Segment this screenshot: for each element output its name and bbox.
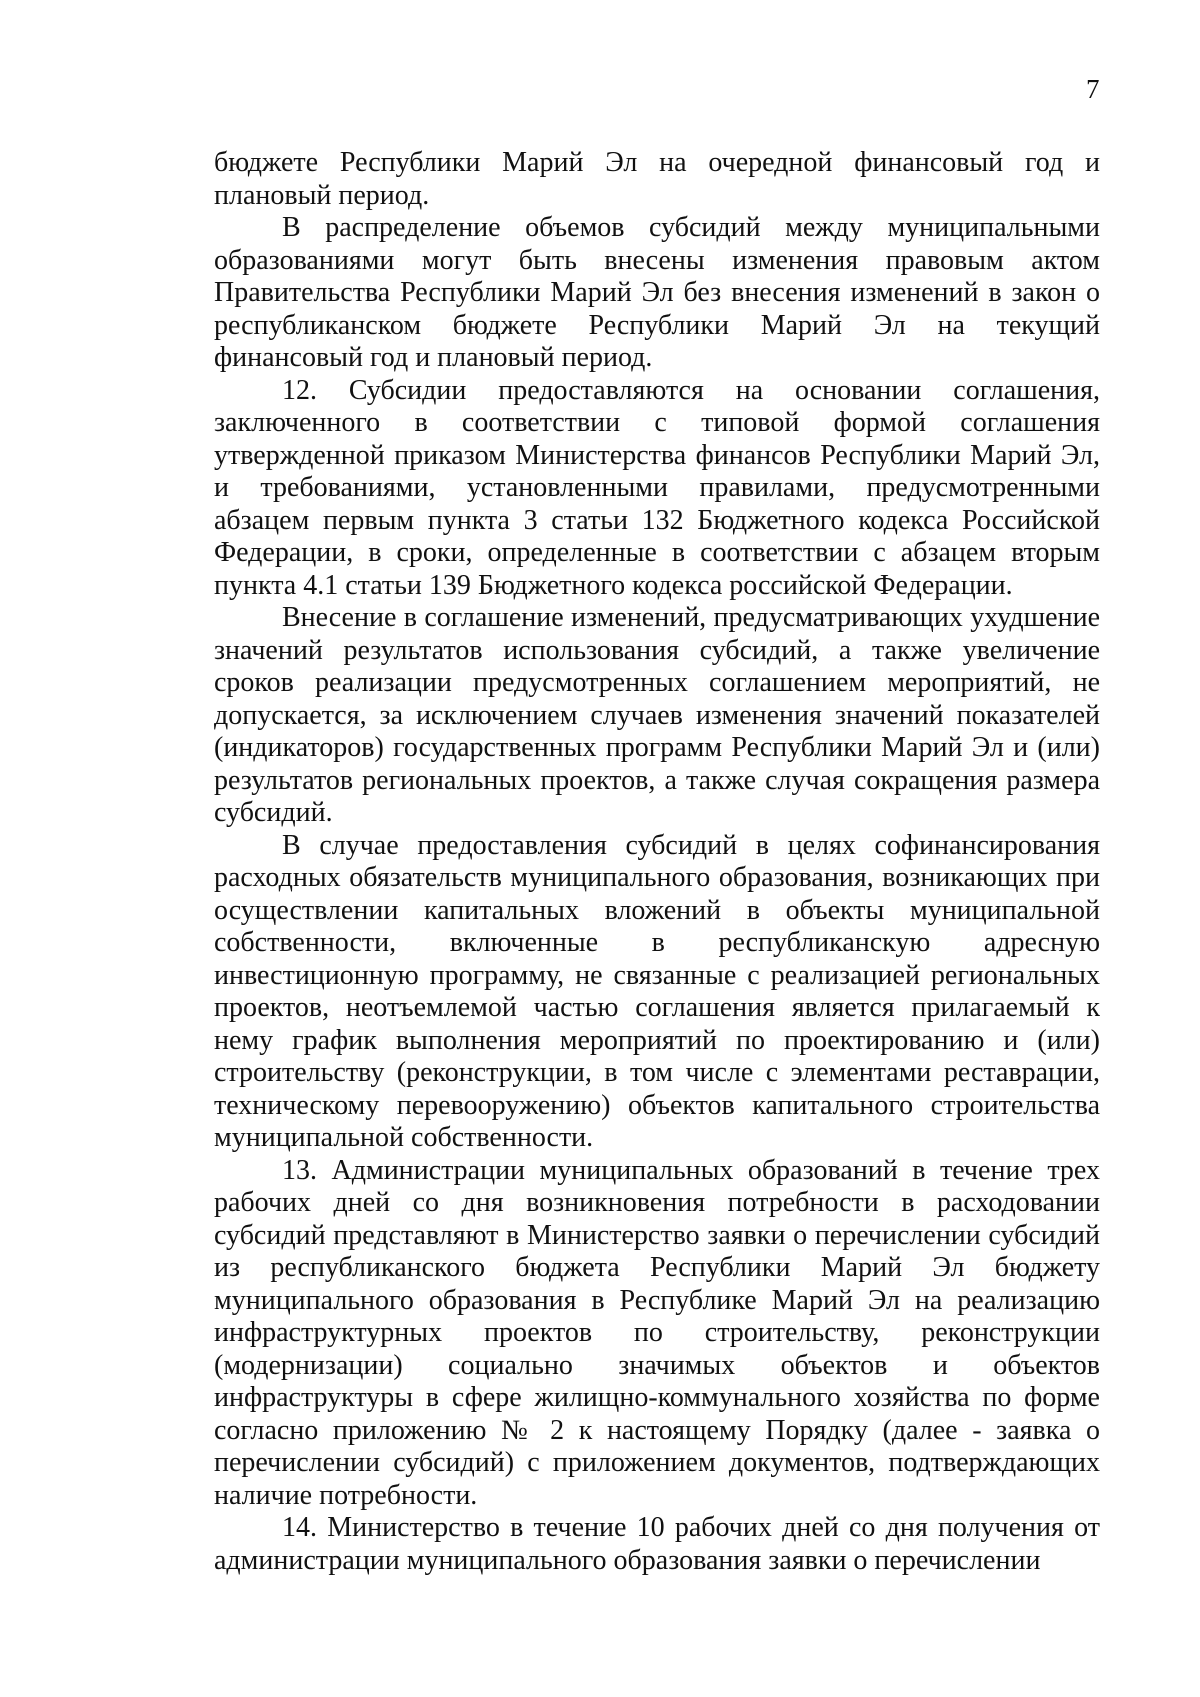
paragraph-co-financing: В случае предоставления субсидий в целях софинансирования расходных обязательств муниципального образования, возникающих при осуществлении капитальных вложений в объекты муниципальной собственности, включенные в республиканскую адресную инвестиционную программу, не связанные с реализацией региональных проектов, неотъемлемой частью соглашения является прилагаемый к нему график выполнения мероприятий по проектированию и (или) строительству (реконструкции, в том числе с элементами реставрации, техническому перевооружению) объектов капитального строительства муниципальной собственности.	[214, 829, 1100, 1153]
paragraph-item-12: 12. Субсидии предоставляются на основании соглашения, заключенного в соответствии с типовой формой соглашения утвержденной приказом Министерства финансов Республики Марий Эл, и требованиями, установленными правилами, предусмотренными абзацем первым пункта 3 статьи 132 Бюджетного кодекса Российской Федерации, в сроки, определенные в соответствии с абзацем вторым пункта 4.1 статьи 139 Бюджетного кодекса российской Федерации.	[214, 374, 1100, 601]
paragraph-continuation: бюджете Республики Марий Эл на очередной финансовый год и плановый период.	[214, 147, 1100, 211]
paragraph-item-13: 13. Администрации муниципальных образований в течение трех рабочих дней со дня возникновения потребности в расходовании субсидий представляют в Министерство заявки о перечислении субсидий из республиканского бюджета Республики Марий Эл бюджету муниципального образования в Республике Марий Эл на реализацию инфраструктурных проектов по строительству, реконструкции (модернизации) социально значимых объектов и объектов инфраструктуры в сфере жилищно-коммунального хозяйства по форме согласно приложению № 2 к настоящему Порядку (далее - заявка о перечислении субсидий) с приложением документов, подтверждающих наличие потребности.	[214, 1154, 1100, 1511]
page-number: 7	[1086, 74, 1100, 104]
paragraph-distribution-changes: В распределение объемов субсидий между муниципальными образованиями могут быть внесены изменения правовым актом Правительства Республики Марий Эл без внесения изменений в закон о республиканском бюджете Республики Марий Эл на текущий финансовый год и плановый период.	[214, 212, 1100, 373]
paragraph-item-14: 14. Министерство в течение 10 рабочих дней со дня получения от администрации муниципального образования заявки о перечислении	[214, 1512, 1100, 1576]
document-body	[214, 147, 1100, 1577]
paragraph-agreement-amendments: Внесение в соглашение изменений, предусматривающих ухудшение значений результатов использования субсидий, а также увеличение сроков реализации предусмотренных соглашением мероприятий, не допускается, за исключением случаев изменения значений показателей (индикаторов) государственных программ Республики Марий Эл и (или) результатов региональных проектов, а также случая сокращения размера субсидий.	[214, 602, 1100, 828]
